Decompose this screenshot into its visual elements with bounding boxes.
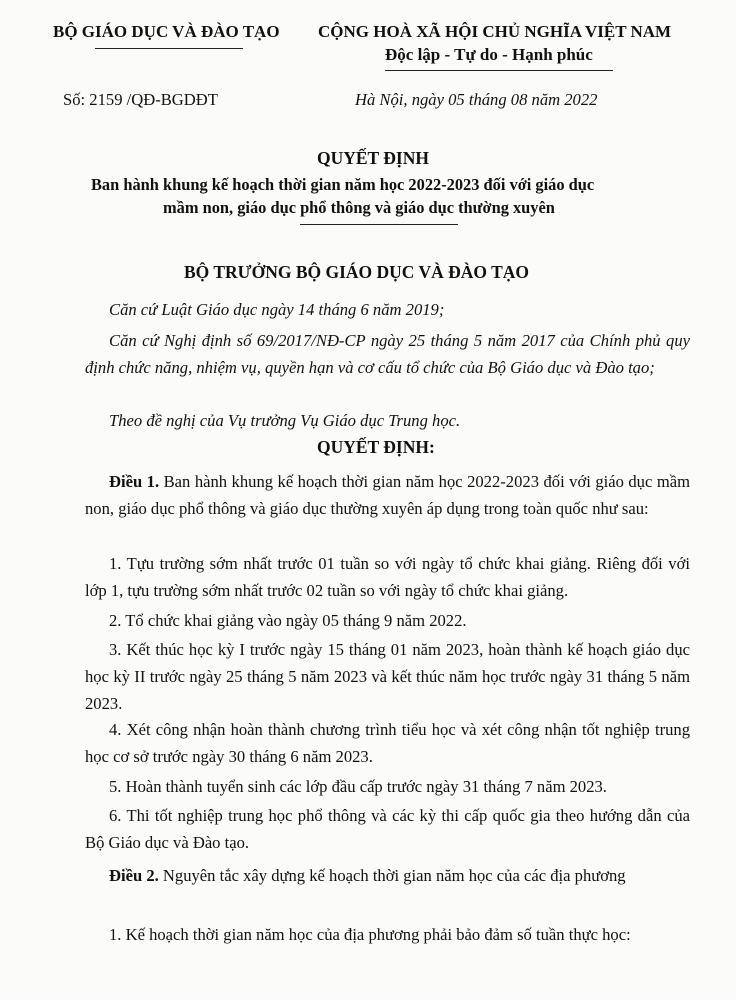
basis-2: Căn cứ Nghị định số 69/2017/NĐ-CP ngày 25 tháng 5 năm 2017 của Chính phủ quy định chức năng, nhiệm vụ, quyền hạn và cơ cấu tổ chức của Bộ Giáo dục và Đào tạo; [85,331,690,377]
number-prefix: Số: [63,90,86,109]
republic-name: CỘNG HOÀ XÃ HỘI CHỦ NGHĨA VIỆT NAM [318,22,672,41]
basis-3: Theo đề nghị của Vụ trưởng Vụ Giáo dục Trung học. [109,411,461,430]
place-date: Hà Nội, ngày 05 tháng 08 năm 2022 [355,90,598,109]
article-1-item-6: 6. Thi tốt nghiệp trung học phổ thông và các kỳ thi cấp quốc gia theo hướng dẫn của Bộ Giáo dục và Đào tạo. [85,806,690,852]
article-1-item-3: 3. Kết thúc học kỳ I trước ngày 15 tháng 01 năm 2023, hoàn thành kế hoạch giáo dục học kỳ II trước ngày 25 tháng 5 năm 2023 và kết thúc năm học trước ngày 31 tháng 5 năm 2023. [85,640,690,713]
national-motto: Độc lập - Tự do - Hạnh phúc [385,45,593,64]
subtitle-line-1: Ban hành khung kế hoạch thời gian năm học 2022-2023 đối với giáo dục [91,175,595,194]
article-1-item-2: 2. Tổ chức khai giảng vào ngày 05 tháng 9 năm 2022. [109,611,467,630]
article-1-item-5: 5. Hoàn thành tuyển sinh các lớp đầu cấp trước ngày 31 tháng 7 năm 2023. [109,777,607,796]
subtitle-underline [300,224,458,225]
article-2 [85,862,690,889]
article-1 [85,468,690,522]
article-1-text: Ban hành khung kế hoạch thời gian năm học 2022-2023 đối với giáo dục mầm non, giáo dục phổ thông và giáo dục thường xuyên áp dụng trong toàn quốc như sau: [85,472,690,518]
ministry-name: BỘ GIÁO DỤC VÀ ĐÀO TẠO [53,22,280,41]
number-value: 2159 [89,90,123,109]
article-1-label: Điều 1. [109,472,160,491]
article-2-text: Nguyên tắc xây dựng kế hoạch thời gian năm học của các địa phương [158,866,626,885]
motto-underline [385,70,613,71]
authority-heading: BỘ TRƯỞNG BỘ GIÁO DỤC VÀ ĐÀO TẠO [184,262,530,282]
article-2-item-1: 1. Kế hoạch thời gian năm học của địa phương phải bảo đảm số tuần thực học: [109,925,631,944]
basis-1: Căn cứ Luật Giáo dục ngày 14 tháng 6 năm 2019; [109,300,445,319]
article-1-item-1: 1. Tựu trường sớm nhất trước 01 tuần so với ngày tổ chức khai giảng. Riêng đối với lớp 1, tựu trường sớm nhất trước 02 tuần so với ngày tổ chức khai giảng. [85,554,690,600]
document-number [63,90,218,110]
number-suffix: /QĐ-BGDĐT [126,90,218,109]
document-title: QUYẾT ĐỊNH [317,148,429,168]
article-1-item-4: 4. Xét công nhận hoàn thành chương trình tiểu học và xét công nhận tốt nghiệp trung học cơ sở trước ngày 30 tháng 6 năm 2023. [85,720,690,766]
subtitle-line-2: mầm non, giáo dục phổ thông và giáo dục thường xuyên [163,198,555,217]
article-2-label: Điều 2. [109,866,159,885]
decision-heading: QUYẾT ĐỊNH: [317,437,435,457]
ministry-underline [95,48,243,49]
